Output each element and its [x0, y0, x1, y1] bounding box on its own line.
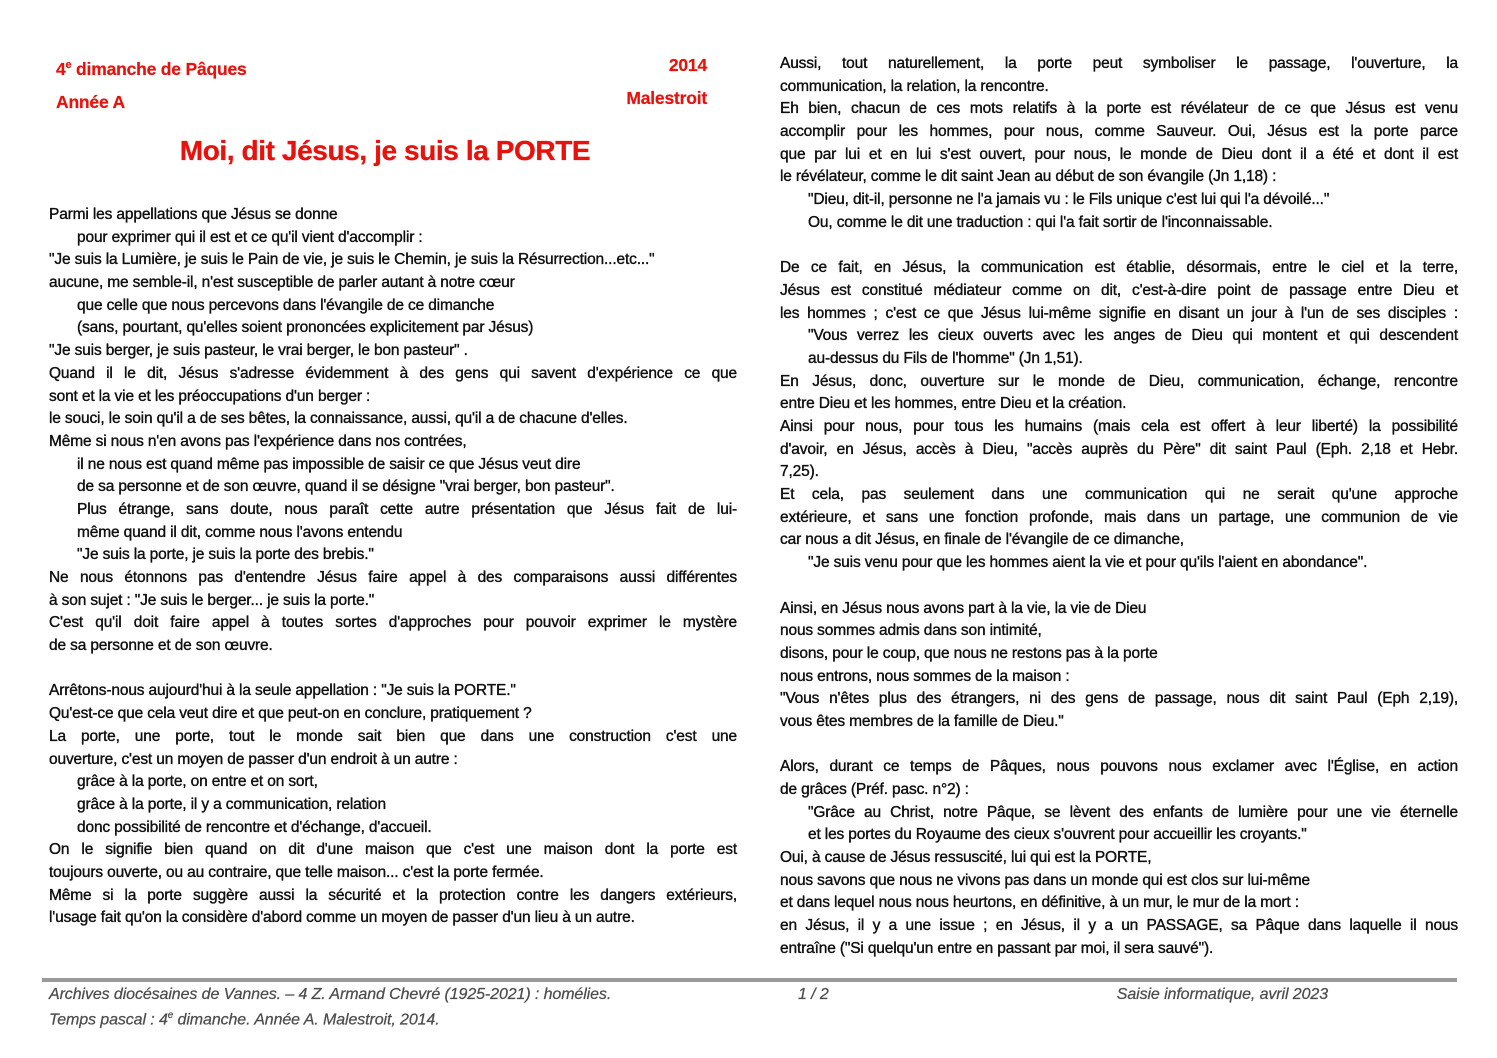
text-line: entre Dieu et les hommes, entre Dieu et la création. — [780, 395, 1127, 413]
text-line: On le signifie bien quand on dit d'une maison que c'est une maison dont la porte est — [49, 841, 737, 859]
footer-page-number: 1 / 2 — [798, 986, 829, 1003]
blank-line — [780, 577, 1458, 600]
text-line: l'usage fait qu'on la considère d'abord comme un moyen de passer d'un lieu à un autre. — [49, 909, 635, 927]
text-line: extérieure, et sans une fonction profonde, mais dans un partage, une communion de vie — [780, 508, 1458, 526]
header-right — [407, 49, 707, 115]
text-line: "Je suis la Lumière, je suis le Pain de vie, je suis le Chemin, je suis la Résurrection...etc..." — [49, 251, 655, 269]
text-line: que celle que nous percevons dans l'évangile de ce dimanche — [77, 296, 495, 314]
text-line: "Je suis la porte, je suis la porte des brebis." — [77, 546, 374, 564]
text-line: Quand il le dit, Jésus s'adresse évidemment à des gens qui savent d'expérience ce que — [49, 364, 737, 382]
header-sunday-label: 4e dimanche de Pâques — [56, 58, 247, 79]
text-line: car nous a dit Jésus, en finale de l'évangile de ce dimanche, — [780, 531, 1184, 549]
text-line: et les portes du Royaume des cieux s'ouvrent pour accueillir les croyants." — [808, 826, 1307, 844]
text-line: et dans lequel nous nous heurtons, en définitive, à un mur, le mur de la mort : — [780, 894, 1299, 912]
text-line: à son sujet : "Je suis le berger... je suis la porte." — [49, 591, 375, 609]
text-line: le révélateur, comme le dit saint Jean au début de son évangile (Jn 1,18) : — [780, 168, 1277, 186]
text-line: 7,25). — [780, 463, 819, 481]
text-line: Ou, comme le dit une traduction : qui l'a fait sortir de l'inconnaissable. — [808, 213, 1273, 231]
footer-divider — [42, 978, 1457, 982]
text-line: Et cela, pas seulement dans une communication qui ne serait qu'une approche — [780, 486, 1458, 504]
text-line: Même si nous n'en avons pas l'expérience dans nos contrées, — [49, 432, 467, 450]
text-line: Parmi les appellations que Jésus se donne — [49, 206, 338, 223]
text-line: "Dieu, dit-il, personne ne l'a jamais vu : le Fils unique c'est lui qui l'a dévoilé..." — [808, 191, 1330, 209]
text-line: "Grâce au Christ, notre Pâque, se lèvent des enfants de lumière pour une vie éternelle — [808, 803, 1458, 821]
text-line: grâce à la porte, on entre et on sort, — [77, 773, 318, 791]
text-line: nous entrons, nous sommes de la maison : — [780, 667, 1070, 685]
text-line: pour exprimer qui il est et ce qu'il vient d'accomplir : — [77, 228, 423, 246]
text-line: même quand il dit, comme nous l'avons entendu — [77, 523, 403, 541]
text-line: En Jésus, donc, ouverture sur le monde de Dieu, communication, échange, rencontre — [780, 372, 1458, 390]
text-line: (sans, pourtant, qu'elles soient prononcées explicitement par Jésus) — [77, 319, 534, 337]
text-line: Arrêtons-nous aujourd'hui à la seule appellation : "Je suis la PORTE." — [49, 682, 516, 700]
text-line: de grâces (Préf. pasc. n°2) : — [780, 781, 969, 798]
text-line: La porte, une porte, tout le monde sait bien que dans une construction c'est une — [49, 727, 737, 745]
text-line: en Jésus, il y a une issue ; en Jésus, il y a un PASSAGE, sa Pâque dans laquelle il nous — [780, 917, 1458, 935]
text-line: Eh bien, chacun de ces mots relatifs à la porte est révélateur de ce que Jésus est venu — [780, 100, 1458, 118]
text-line: Ne nous étonnons pas d'entendre Jésus faire appel à des comparaisons aussi différentes — [49, 569, 737, 586]
text-line: de sa personne et de son œuvre. — [49, 637, 273, 655]
text-line: ouverture, c'est un moyen de passer d'un endroit à un autre : — [49, 750, 458, 768]
text-line: Plus étrange, sans doute, nous paraît cette autre présentation que Jésus fait de lui- — [77, 500, 737, 518]
text-line: "Vous verrez les cieux ouverts avec les anges de Dieu qui montent et qui descendent — [808, 327, 1458, 345]
text-line: il ne nous est quand même pas impossible de saisir ce que Jésus veut dire — [77, 455, 581, 473]
text-line: "Vous n'êtes plus des étrangers, ni des gens de passage, nous dit saint Paul (Eph 2,19), — [780, 690, 1458, 708]
text-line: le souci, le soin qu'il a de ses bêtes, la connaissance, aussi, qu'il a de chacune d'elles. — [49, 410, 628, 428]
text-line: Alors, durant ce temps de Pâques, nous pouvons nous exclamer avec l'Église, en action — [780, 758, 1458, 776]
footer-archive-reference: Archives diocésaines de Vannes. – 4 Z. Armand Chevré (1925-2021) : homélies. — [49, 986, 612, 1003]
text-line: Jésus est constitué médiateur comme on dit, c'est-à-dire point de passage entre Dieu et — [780, 281, 1458, 299]
header-left — [56, 49, 247, 119]
ordinal-superscript: e — [167, 1010, 174, 1021]
text-line: "Je suis berger, je suis pasteur, le vrai berger, le bon pasteur" . — [49, 342, 468, 360]
footer-season-reference: Temps pascal : 4e dimanche. Année A. Malestroit, 2014. — [49, 1010, 440, 1029]
text-line: de sa personne et de son œuvre, quand il se désigne "vrai berger, bon pasteur". — [77, 478, 615, 496]
text-line: nous sommes admis dans son intimité, — [780, 622, 1042, 640]
text-line: grâce à la porte, il y a communication, relation — [77, 795, 386, 813]
text-line: sont et la vie et les préoccupations d'un berger : — [49, 387, 371, 405]
blank-line — [780, 237, 1458, 260]
text-line: les hommes ; c'est ce que Jésus lui-même signifie en disant un jour à l'un de ses disciples : — [780, 304, 1458, 322]
text-line: De ce fait, en Jésus, la communication est établie, désormais, entre le ciel et la terre, — [780, 259, 1458, 277]
text-line: "Je suis venu pour que les hommes aient la vie et pour qu'ils l'aient en abondance". — [808, 554, 1368, 572]
text-line: d'avoir, en Jésus, accès à Dieu, "accès auprès du Père" dit saint Paul (Eph. 2,18 et Hebr. — [780, 440, 1458, 458]
right-column — [780, 55, 1458, 963]
header-date: 2014 — [668, 55, 707, 75]
text-line: entraîne ("Si quelqu'un entre en passant par moi, il sera sauvé"). — [780, 939, 1214, 957]
header-year-label: Année A — [56, 91, 125, 112]
page-title: Moi, dit Jésus, je suis la PORTE — [179, 135, 591, 166]
text-line: nous savons que nous ne vivons pas dans un monde qui est clos sur lui-même — [780, 871, 1310, 889]
blank-line — [49, 660, 737, 683]
text-line: Ainsi pour nous, pour tous les humains (mais cela est offert à leur liberté) la possibilité — [780, 418, 1458, 435]
text-line: disons, pour le coup, que nous ne restons pas à la porte — [780, 644, 1158, 662]
text-line: que par lui et en lui s'est ouvert, pour nous, le monde de Dieu dont il a été et dont il est — [780, 145, 1458, 163]
left-column — [49, 206, 737, 932]
text-line: vous êtes membres de la famille de Dieu." — [780, 712, 1064, 730]
text-line: C'est qu'il doit faire appel à toutes sortes d'approches pour pouvoir exprimer le mystère — [49, 614, 737, 632]
text-line: Même si la porte suggère aussi la sécurité et la protection contre les dangers extérieurs, — [49, 886, 737, 904]
text-line: Aussi, tout naturellement, la porte peut symboliser le passage, l'ouverture, la — [780, 55, 1458, 72]
text-line: Qu'est-ce que cela veut dire et que peut-on en conclure, pratiquement ? — [49, 705, 532, 723]
text-line: Oui, à cause de Jésus ressuscité, lui qui est la PORTE, — [780, 849, 1152, 867]
ordinal-superscript: e — [65, 59, 72, 71]
text-line: Ainsi, en Jésus nous avons part à la vie, la vie de Dieu — [780, 599, 1147, 617]
footer-typing-note: Saisie informatique, avril 2023 — [1116, 986, 1328, 1003]
text-line: communication, la relation, la rencontre. — [780, 77, 1049, 95]
header-place: Malestroit — [626, 88, 707, 108]
text-line: accomplir pour les hommes, pour nous, comme Sauveur. Oui, Jésus est la porte parce — [780, 123, 1458, 141]
text-line: toujours ouverte, ou au contraire, que telle maison... c'est la porte fermée. — [49, 863, 544, 881]
text-line: au-dessus du Fils de l'homme" (Jn 1,51). — [808, 349, 1083, 367]
blank-line — [780, 736, 1458, 759]
text-line: donc possibilité de rencontre et d'échange, d'accueil. — [77, 818, 432, 836]
text-line: aucune, me semble-il, n'est susceptible de parler autant à notre cœur — [49, 274, 515, 292]
